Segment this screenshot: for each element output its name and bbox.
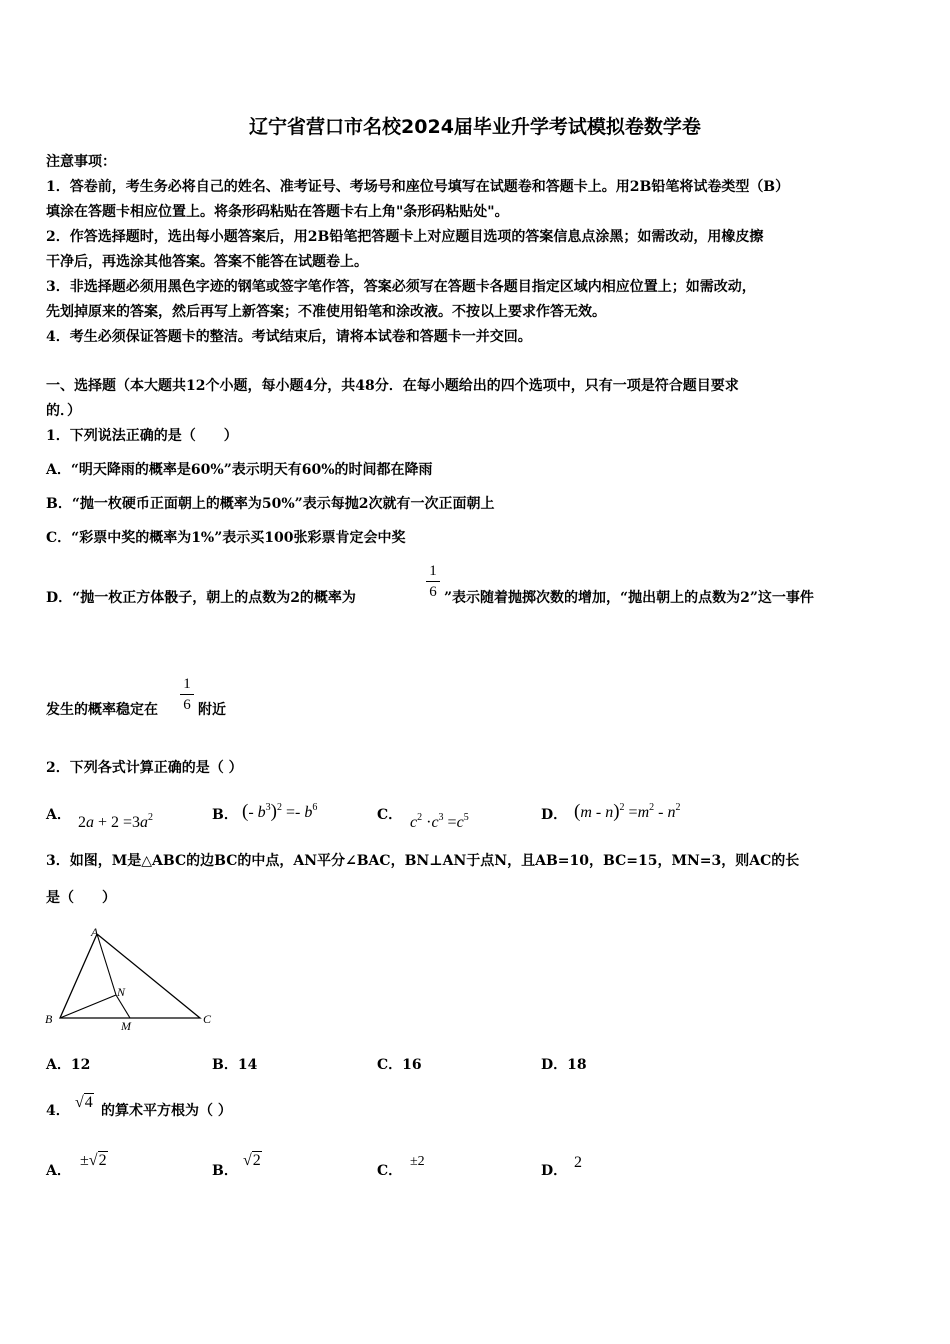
plus-minus-sign: ± [80, 1152, 89, 1169]
fraction-denominator: 6 [183, 697, 191, 713]
question-2-option-c-expr: $c^2 \cdot c^3 =c^5$ [410, 812, 469, 831]
notice-line: 填涂在答题卡相应位置上。将条形码粘贴在答题卡右上角"条形码粘贴处"。 [46, 204, 509, 220]
question-4-option-a-label: A． [46, 1163, 71, 1179]
notice-line: 1．答卷前，考生务必将自己的姓名、准考证号、考场号和座位号填写在试题卷和答题卡上。用2B铅笔将试卷类型（B） [46, 179, 790, 195]
sqrt-radicand: 4 [84, 1094, 93, 1111]
question-4-option-c-expr: ±2 [410, 1154, 425, 1169]
notice-heading: 注意事项： [46, 154, 116, 170]
question-3-option-b: B．14 [212, 1057, 258, 1073]
question-2-stem: 2．下列各式计算正确的是（ ） [46, 760, 243, 776]
question-2-option-b-expr: (- $b^3)^2 =- b^6$ [242, 801, 318, 822]
section-heading: 一、选择题（本大题共12个小题，每小题4分，共48分．在每小题给出的四个选项中，只有一项是符合题目要求 [46, 378, 739, 394]
question-1-option-d-line2: 发生的概率稳定在 [46, 702, 158, 718]
question-3-option-c: C．16 [377, 1057, 422, 1073]
question-3-stem-cont: 是（ ） [46, 890, 116, 906]
question-4-option-d-label: D． [541, 1163, 568, 1179]
section-heading-cont: 的．） [46, 403, 81, 419]
fraction-one-sixth [180, 676, 194, 713]
label-c: C [203, 1012, 212, 1026]
notice-line: 4．考生必须保证答题卡的整洁。考试结束后，请将本试卷和答题卡一并交回。 [46, 329, 532, 345]
fraction-numerator: 1 [183, 676, 191, 692]
segment-an [97, 934, 116, 995]
question-3-option-a: A．12 [46, 1057, 91, 1073]
question-4-number: 4． [46, 1103, 70, 1119]
notice-line: 3．非选择题必须用黑色字迹的钢笔或签字笔作答，答案必须写在答题卡各题目指定区域内相应位置上；如需改动， [46, 279, 756, 295]
label-m: M [121, 1019, 131, 1033]
question-4-option-c-label: C． [377, 1163, 403, 1179]
question-1-stem: 1．下列说法正确的是（ ） [46, 428, 238, 444]
question-4-option-a-expr: ±√2 [80, 1152, 107, 1169]
question-3-stem: 3．如图，M是△ABC的边BC的中点，AN平分∠BAC，BN⊥AN于点N，且AB=10，BC=15，MN=3，则AC的长 [46, 853, 800, 869]
question-2-option-a-label: A． [46, 807, 71, 823]
question-1-option-c: C．“彩票中奖的概率为1%”表示买100张彩票肯定会中奖 [46, 530, 406, 546]
fraction-numerator: 1 [429, 563, 437, 579]
triangle-figure [40, 922, 225, 1034]
question-2-option-b-label: B． [212, 807, 238, 823]
question-1-option-d: D．“抛一枚正方体骰子，朝上的点数为2的概率为 [46, 590, 356, 606]
label-n: N [117, 985, 126, 999]
question-2-option-d-label: D． [541, 807, 568, 823]
notice-line: 2．作答选择题时，选出每小题答案后，用2B铅笔把答题卡上对应题目选项的答案信息点涂黑；如需改动，用橡皮擦 [46, 229, 764, 245]
sqrt-expr: √4 [75, 1094, 93, 1111]
fraction-one-sixth [426, 563, 440, 600]
sqrt-radicand: 2 [252, 1152, 261, 1169]
question-4-option-d-expr: 2 [574, 1154, 582, 1171]
question-3-option-d: D．18 [541, 1057, 587, 1073]
notice-line: 先划掉原来的答案，然后再写上新答案；不准使用铅笔和涂改液。不按以上要求作答无效。 [46, 304, 606, 320]
question-4-stem: 的算术平方根为（ ） [101, 1103, 232, 1119]
notice-line: 干净后，再选涂其他答案。答案不能答在试题卷上。 [46, 254, 368, 270]
question-1-option-d-line2-end: 附近 [198, 702, 226, 718]
page-title: 辽宁省营口市名校2024届毕业升学考试模拟卷数学卷 [249, 116, 701, 138]
fraction-bar [180, 694, 194, 695]
label-b: B [45, 1012, 53, 1026]
triangle-abc [60, 934, 200, 1018]
question-2-option-d-expr: $(m - n)^2 =m^2 - n^2$ [574, 801, 681, 822]
fraction-bar [426, 581, 440, 582]
question-1-option-b: B．“抛一枚硬币正面朝上的概率为50%”表示每抛2次就有一次正面朝上 [46, 496, 495, 512]
question-1-option-a: A．“明天降雨的概率是60%”表示明天有60%的时间都在降雨 [46, 462, 433, 478]
sqrt-radicand: 2 [98, 1152, 107, 1169]
question-2-option-c-label: C． [377, 807, 403, 823]
label-a: A [91, 925, 99, 939]
fraction-denominator: 6 [429, 584, 437, 600]
question-4-option-b-expr: √2 [243, 1152, 261, 1169]
question-2-option-a-expr: $2a + 2 =3a^2$ [78, 812, 154, 831]
question-1-option-d-cont: ”表示随着抛掷次数的增加，“抛出朝上的点数为2”这一事件 [444, 590, 814, 606]
question-4-option-b-label: B． [212, 1163, 238, 1179]
